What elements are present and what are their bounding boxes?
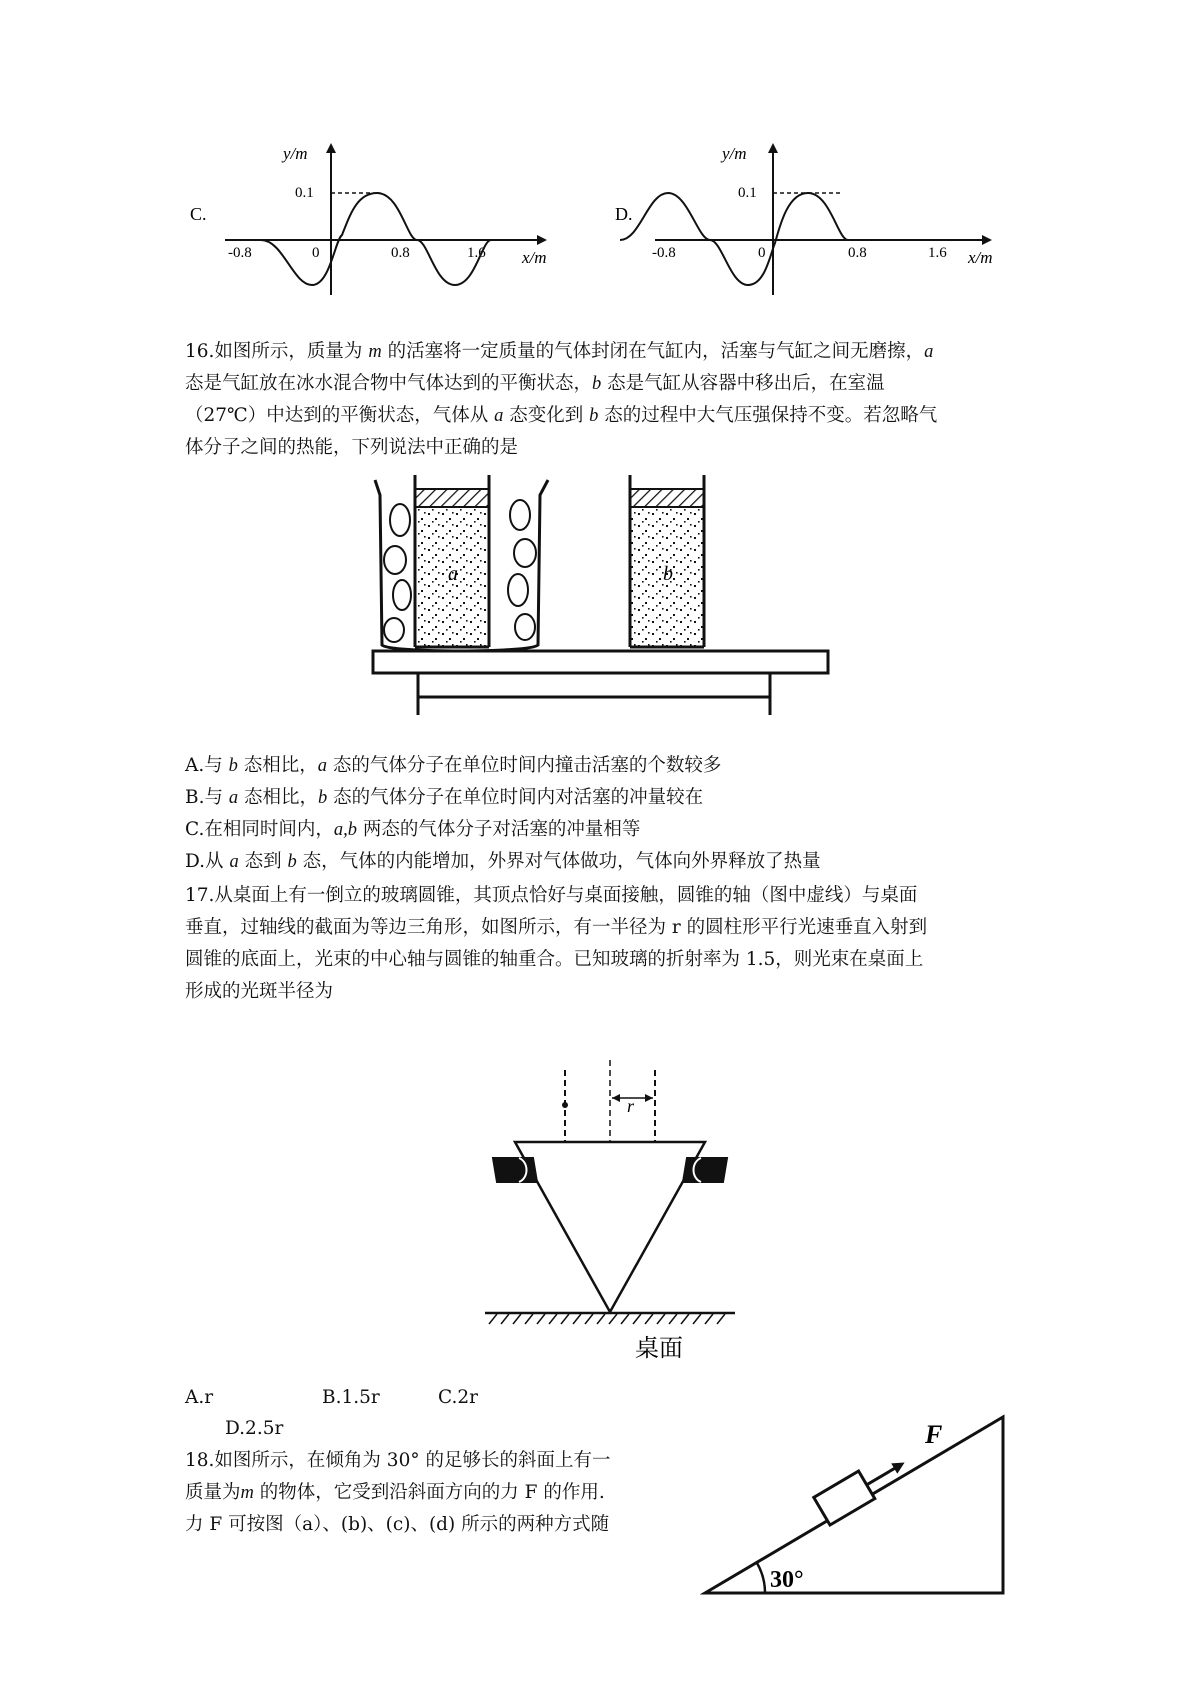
- cylinder-b-label: b: [663, 563, 673, 585]
- graph-d-y-arrow: [768, 143, 778, 153]
- graph-d-tick-neg08: -0.8: [652, 245, 676, 261]
- graph-c-y-arrow: [326, 143, 336, 153]
- q16-line-1: 16.如图所示，质量为 m 的活塞将一定质量的气体封闭在气缸内，活塞与气缸之间无磨擦，a: [185, 341, 934, 362]
- light-beam-left-marker: [562, 1102, 568, 1108]
- radius-arrow-right: [645, 1094, 653, 1102]
- desk-hatching: [489, 1314, 725, 1324]
- q16-option-b: B.与 a 态相比，b 态的气体分子在单位时间内对活塞的冲量较在: [185, 787, 704, 808]
- graph-c-y-label: y/m: [283, 144, 308, 163]
- graph-d-option-label: D.: [615, 204, 633, 224]
- graph-c-x-arrow: [537, 235, 547, 245]
- q16-line-3: （27℃）中达到的平衡状态，气体从 a 态变化到 b 态的过程中大气压强保持不变。若忽略气: [185, 405, 938, 426]
- force-arrow-head: [891, 1457, 907, 1473]
- wave-graph-c: [185, 135, 575, 300]
- graph-d-tick-16: 1.6: [928, 245, 947, 261]
- cone-holder-left: [493, 1158, 537, 1182]
- q18-incline-figure: [700, 1405, 1020, 1605]
- graph-c-tick-neg08: -0.8: [228, 245, 252, 261]
- graph-d-tick-08: 0.8: [848, 245, 867, 261]
- q17-line-3: 圆锥的底面上，光束的中心轴与圆锥的轴重合。已知玻璃的折射率为 1.5，则光束在桌面上: [185, 949, 924, 970]
- graph-c-tick-16: 1.6: [467, 245, 486, 261]
- cylinder-a-label: a: [448, 563, 458, 585]
- wave-graph-d: [610, 135, 1010, 300]
- q16-option-c: C.在相同时间内，a,b 两态的气体分子对活塞的冲量相等: [185, 819, 641, 840]
- q17-option-c: C.2r: [438, 1387, 478, 1408]
- q16-option-d: D.从 a 态到 b 态，气体的内能增加，外界对气体做功，气体向外界释放了热量: [185, 851, 821, 872]
- desk-label: 桌面: [635, 1336, 683, 1362]
- q16-line-2: 态是气缸放在冰水混合物中气体达到的平衡状态，b 态是气缸从容器中移出后，在室温: [185, 373, 885, 394]
- graph-d-wave-curve-right: [775, 243, 785, 285]
- q17-line-4: 形成的光斑半径为: [185, 981, 334, 1002]
- q18-line-1: 18.如图所示，在倾角为 30° 的足够长的斜面上有一: [185, 1450, 611, 1471]
- graph-d-y-label: y/m: [722, 144, 747, 163]
- graph-d-amplitude-label: 0.1: [738, 185, 757, 201]
- q16-option-a: A.与 b 态相比，a 态的气体分子在单位时间内撞击活塞的个数较多: [185, 755, 722, 776]
- force-label: F: [925, 1420, 943, 1449]
- graph-c-option-label: C.: [190, 204, 207, 224]
- q18-line-3: 力 F 可按图（a）、(b)、(c)、(d) 所示的两种方式随: [185, 1514, 610, 1535]
- graph-c-amplitude-label: 0.1: [295, 185, 314, 201]
- piston-b: [630, 489, 704, 507]
- graph-c-tick-0: 0: [312, 245, 320, 261]
- q16-cylinder-figure: [370, 475, 840, 715]
- graph-d-tick-0: 0: [758, 245, 766, 261]
- q17-line-2: 垂直，过轴线的截面为等边三角形，如图所示，有一半径为 r 的圆柱形平行光速垂直入射到: [185, 917, 928, 938]
- q17-option-a: A.r: [185, 1387, 214, 1408]
- q17-cone-figure: [475, 1050, 745, 1365]
- graph-d-x-label: x/m: [968, 248, 993, 267]
- graph-c-tick-08: 0.8: [391, 245, 410, 261]
- q18-line-2: 质量为m 的物体，它受到沿斜面方向的力 F 的作用.: [185, 1482, 605, 1503]
- radius-label: r: [627, 1096, 635, 1116]
- q17-line-1: 17.从桌面上有一倒立的玻璃圆锥，其顶点恰好与桌面接触，圆锥的轴（图中虚线）与桌面: [185, 885, 918, 906]
- graph-c-x-label: x/m: [522, 248, 547, 267]
- q16-line-4: 体分子之间的热能，下列说法中正确的是: [185, 437, 519, 458]
- radius-arrow-left: [612, 1094, 620, 1102]
- ice-mixture-left: [384, 504, 411, 642]
- q17-option-d: D.2.5r: [225, 1418, 284, 1439]
- q17-option-b: B.1.5r: [322, 1387, 380, 1408]
- graph-d-x-arrow: [982, 235, 992, 245]
- ice-mixture-right: [508, 500, 536, 640]
- piston-a: [415, 489, 489, 507]
- cone-holder-right: [683, 1158, 727, 1182]
- glass-cone: [515, 1142, 705, 1312]
- angle-label: 30°: [770, 1567, 804, 1593]
- table-top: [373, 651, 828, 673]
